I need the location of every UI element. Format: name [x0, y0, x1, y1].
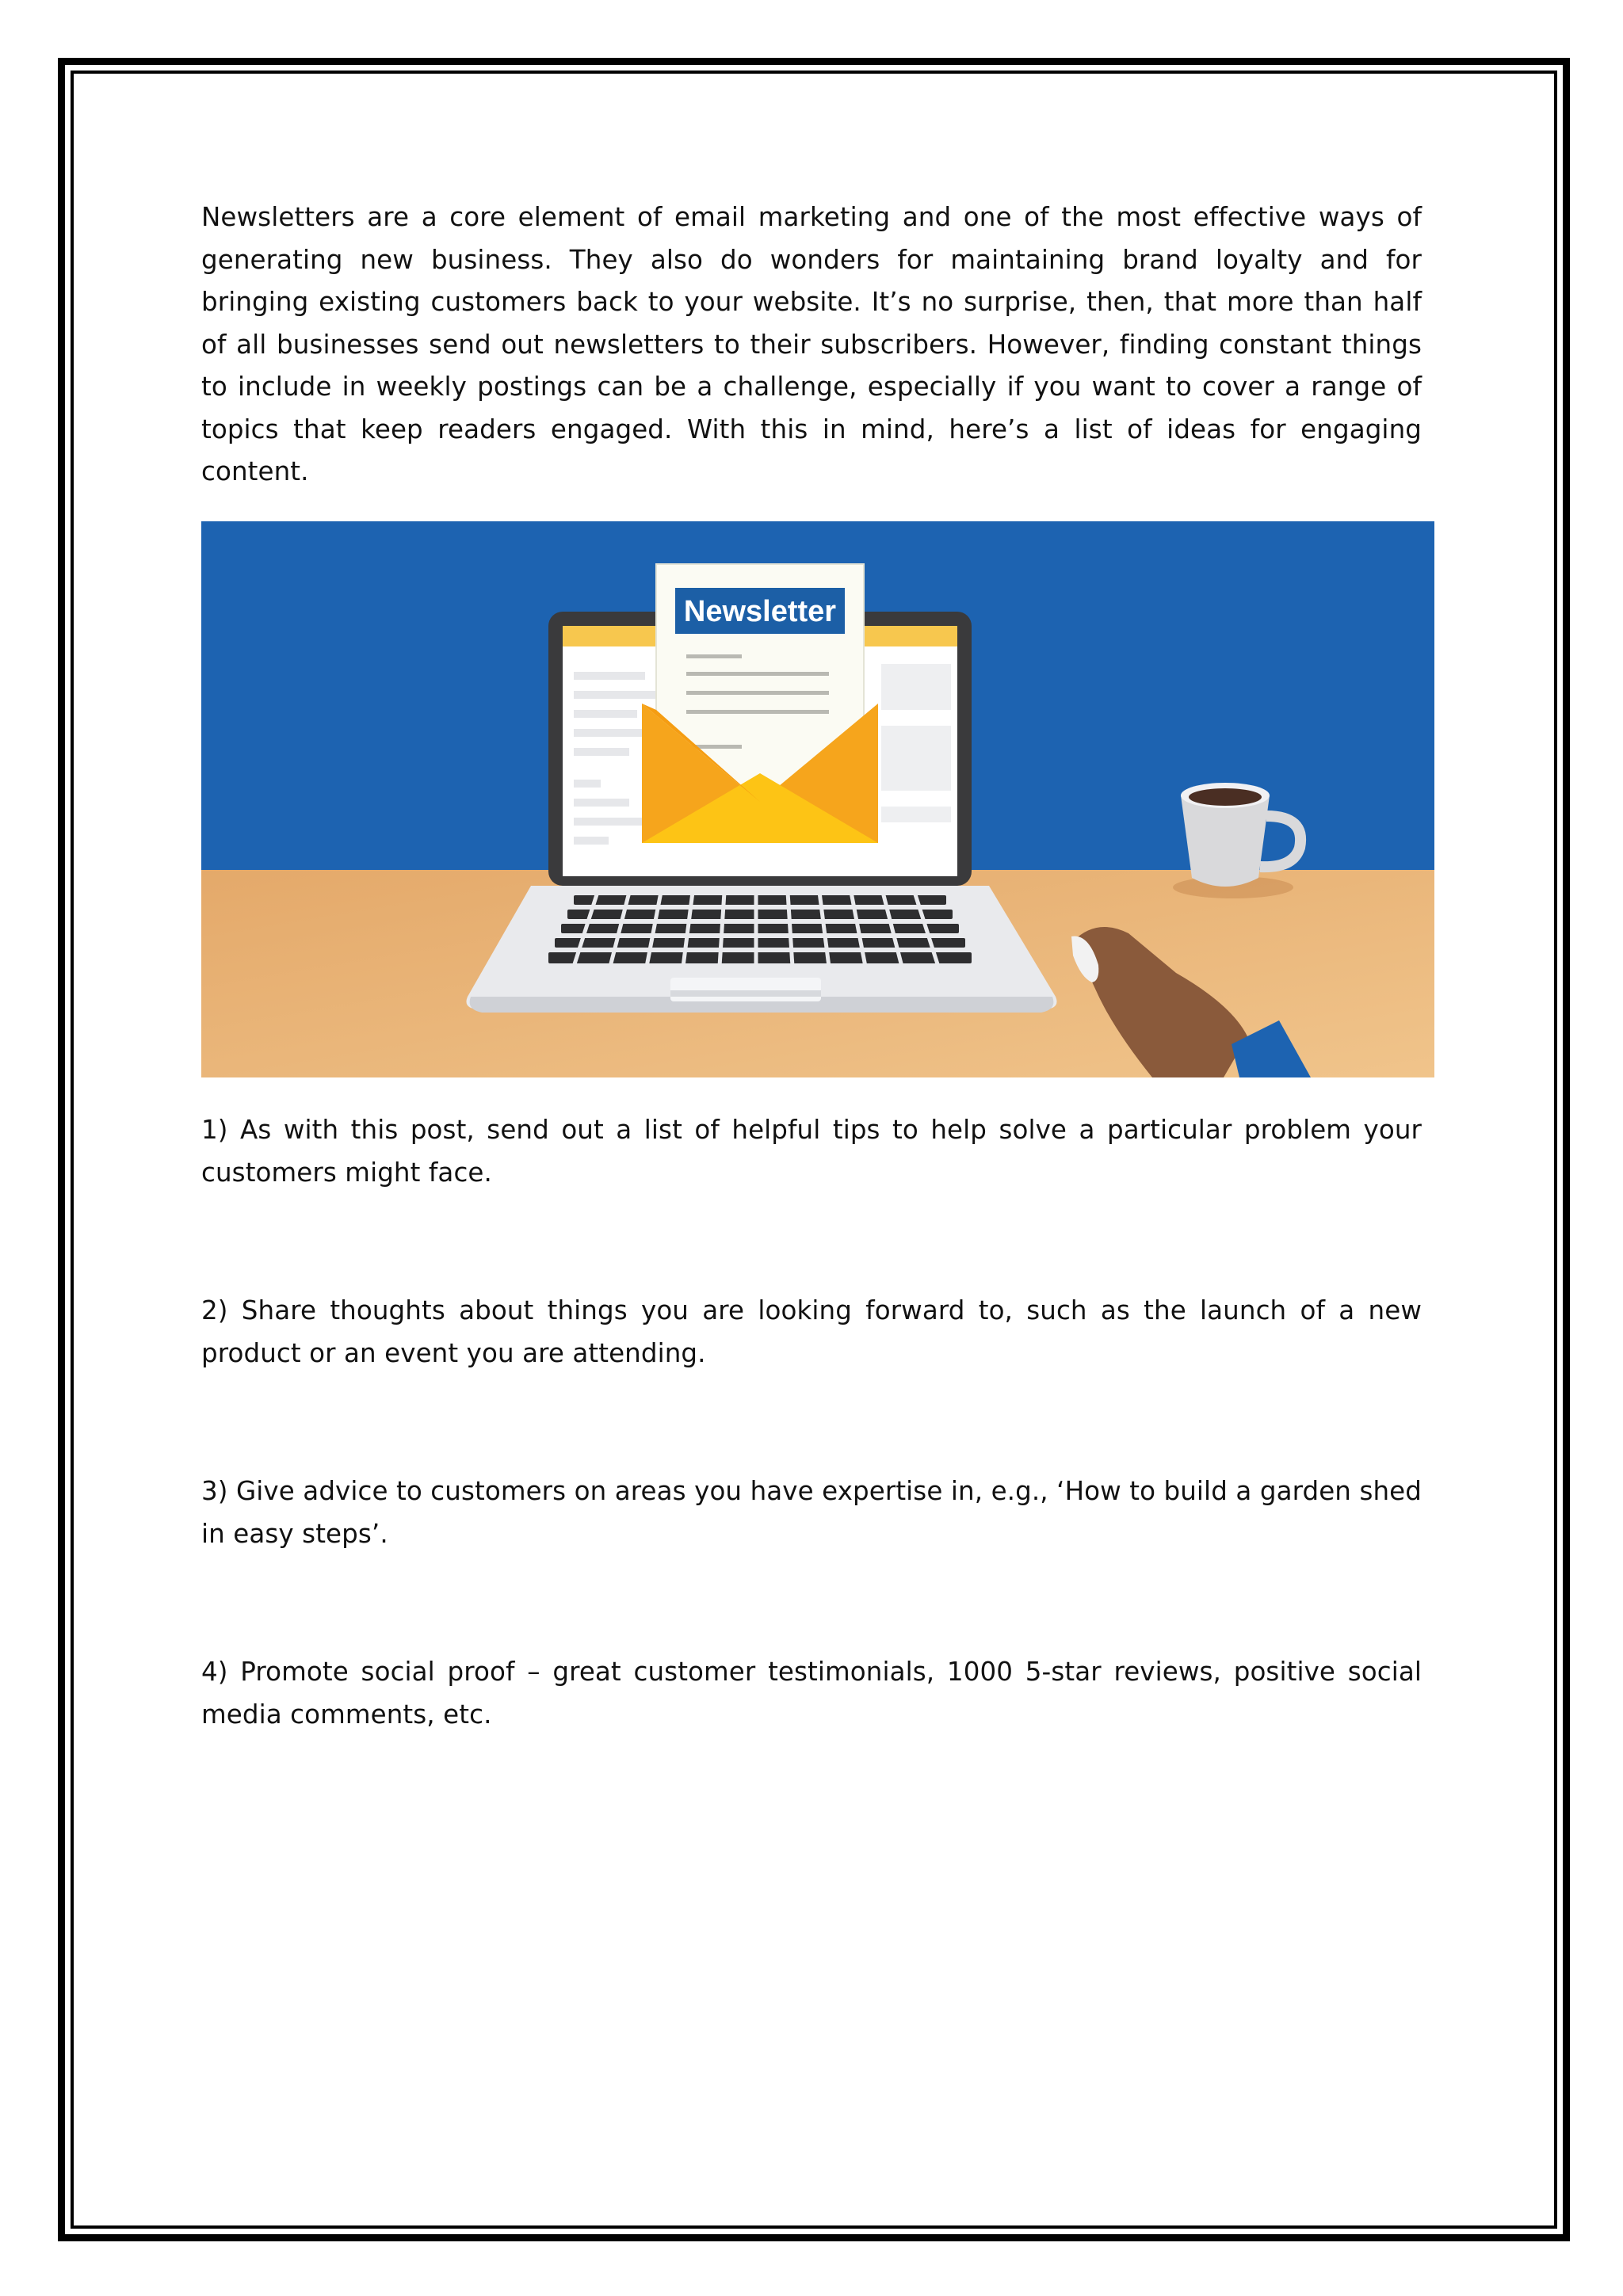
newsletter-illustration	[201, 521, 1434, 1077]
newsletter-label: Newsletter	[683, 595, 837, 628]
intro-paragraph: Newsletters are a core element of email marketing and one of the most effective ways of generating new business. They also do wonders for maintaining brand loyalty and for bringing existing customers back to your website. It’s no surprise, then, that more than half of all businesses send out newsletters to their subscribers. However, finding constant things to include in weekly postings can be a challenge, especially if you want to cover a range of topics that keep readers engaged. With this in mind, here’s a list of ideas for engaging content.	[201, 202, 1422, 486]
trackpad	[670, 978, 821, 1001]
tip-item: 4) Promote social proof – great customer testimonials, 1000 5-star reviews, positive social media comments, etc.	[201, 1657, 1422, 1730]
document-body	[201, 196, 1422, 1736]
envelope	[642, 564, 878, 843]
tip-item: 1) As with this post, send out a list of helpful tips to help solve a particular problem your customers might face.	[201, 1115, 1422, 1188]
tip-item: 2) Share thoughts about things you are looking forward to, such as the launch of a new product or an event you are attending.	[201, 1295, 1422, 1368]
tip-item: 3) Give advice to customers on areas you have expertise in, e.g., ‘How to build a garden shed in easy steps’.	[201, 1476, 1422, 1549]
